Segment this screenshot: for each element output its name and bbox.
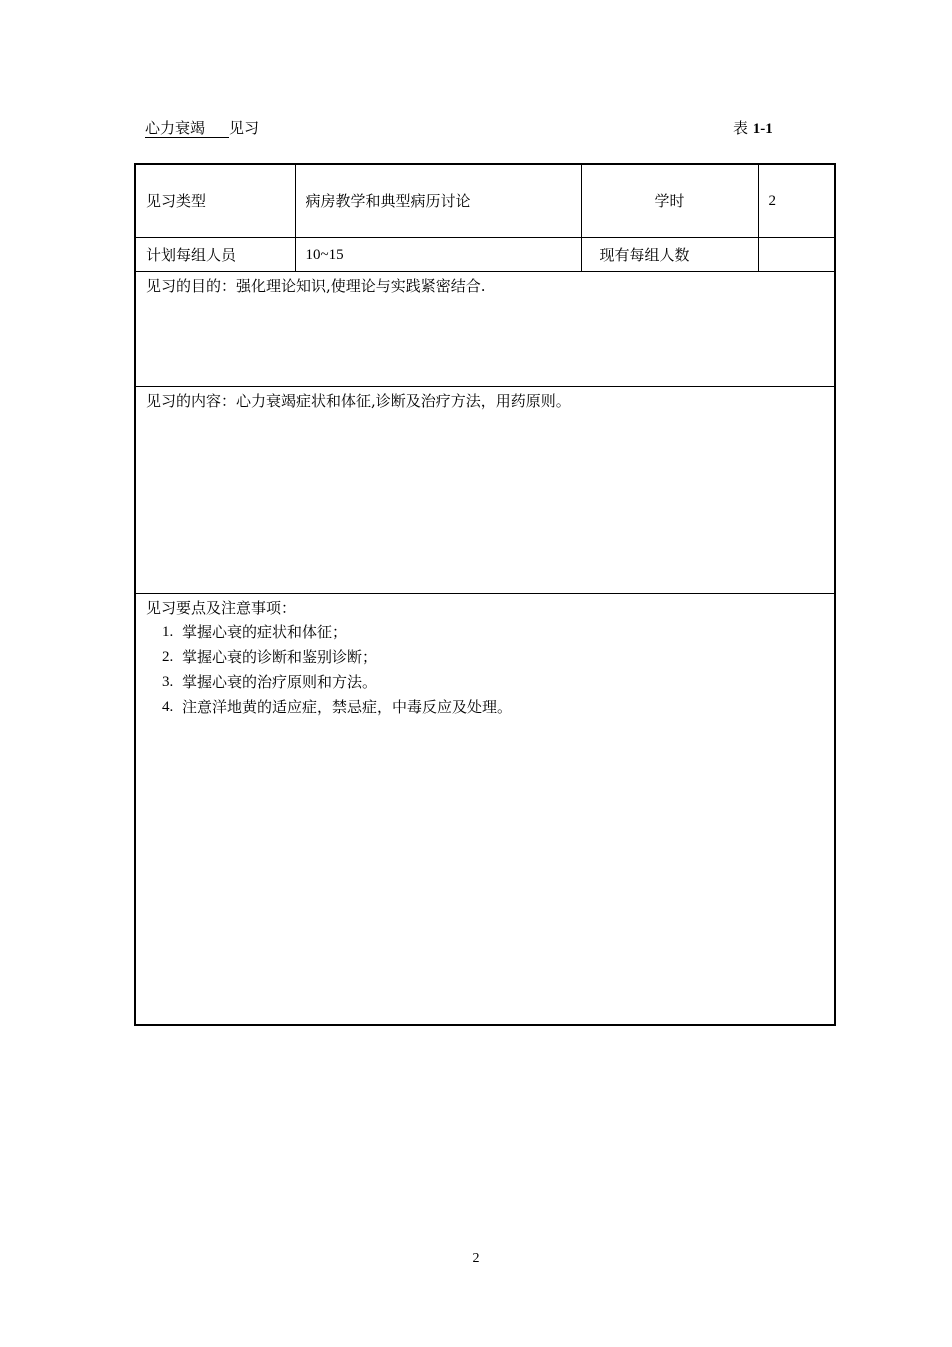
list-item-text: 掌握心衰的症状和体征；: [182, 623, 348, 641]
purpose-cell: 见习的目的：强化理论知识,使理论与实践紧密结合.: [135, 272, 835, 387]
list-item-index: 2.: [162, 649, 174, 665]
list-item: [162, 670, 824, 695]
points-list: [146, 620, 824, 720]
type-value-cell: 病房教学和典型病历讨论: [295, 164, 581, 238]
table-label-prefix: 表: [733, 119, 753, 137]
form-row-purpose: [135, 272, 835, 387]
planned-value-cell: 10~15: [295, 238, 581, 272]
form-row-content: [135, 387, 835, 594]
form-row-points: [135, 594, 835, 1026]
document-header-title: [145, 119, 259, 138]
list-item: [162, 695, 824, 720]
page-number: 2: [472, 1251, 480, 1266]
form-row-type: [135, 164, 835, 238]
list-item-index: 4.: [162, 699, 174, 715]
list-item-text: 掌握心衰的诊断和鉴别诊断；: [182, 648, 378, 666]
list-item-index: 1.: [162, 624, 174, 640]
form-row-group-size: [135, 238, 835, 272]
points-heading: 见习要点及注意事项：: [146, 599, 297, 617]
topic-title: 心力衰竭: [145, 119, 229, 138]
list-item: [162, 620, 824, 645]
list-item-text: 掌握心衰的治疗原则和方法。: [182, 673, 378, 691]
type-label-cell: 见习类型: [135, 164, 295, 238]
table-label: [733, 119, 773, 138]
current-label-cell: 现有每组人数: [581, 238, 758, 272]
hours-label-cell: 学时: [581, 164, 758, 238]
list-item-index: 3.: [162, 674, 174, 690]
planned-label-cell: 计划每组人员: [135, 238, 295, 272]
list-item-text: 注意洋地黄的适应症，禁忌症，中毒反应及处理。: [182, 698, 513, 716]
topic-suffix: 见习: [229, 119, 260, 137]
practice-form-table: [134, 163, 836, 1026]
content-cell: 见习的内容：心力衰竭症状和体征,诊断及治疗方法，用药原则。: [135, 387, 835, 594]
current-value-cell: [758, 238, 835, 272]
points-cell: [135, 594, 835, 1026]
hours-value-cell: 2: [758, 164, 835, 238]
table-number: 1-1: [752, 121, 773, 137]
list-item: [162, 645, 824, 670]
